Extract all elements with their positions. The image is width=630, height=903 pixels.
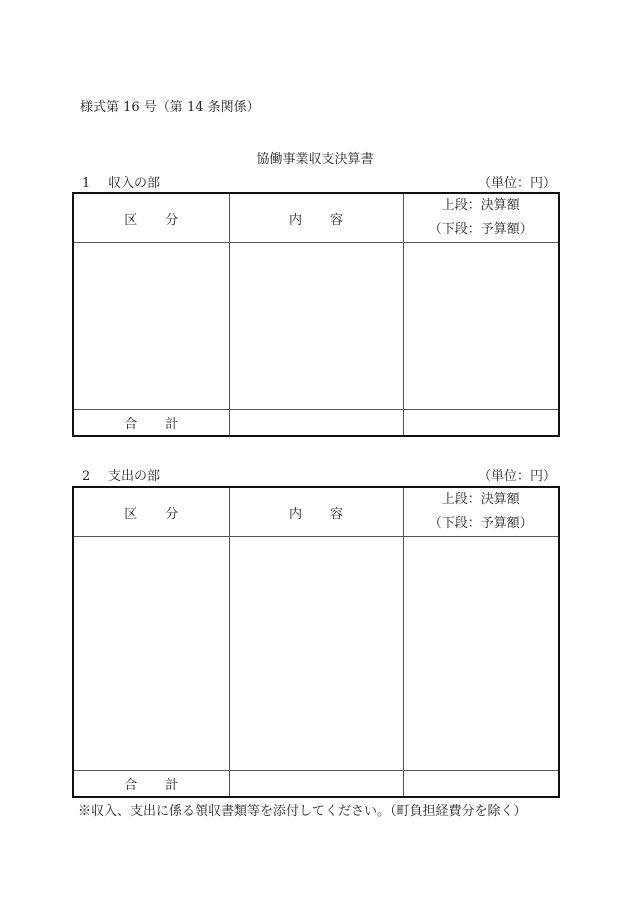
total-label: 合計 — [73, 771, 229, 797]
amount-cell[interactable] — [403, 537, 559, 771]
unit-label-expenditure: （単位：円） — [477, 469, 556, 484]
column-header-amount — [403, 487, 559, 537]
column-header-content: 内容 — [229, 487, 403, 537]
total-amount-cell[interactable] — [403, 771, 559, 797]
column-header-category: 区分 — [73, 193, 229, 243]
table-header-row — [73, 193, 559, 243]
total-label: 合計 — [73, 410, 229, 436]
section-number: 2 — [82, 469, 91, 484]
section-heading-income — [82, 172, 160, 191]
section-number: 1 — [82, 176, 91, 191]
total-content-cell[interactable] — [229, 410, 403, 436]
section-heading-expenditure — [82, 465, 160, 484]
total-row — [73, 410, 559, 436]
column-header-amount — [403, 193, 559, 243]
total-content-cell[interactable] — [229, 771, 403, 797]
document-title: 協働事業収支決算書 — [256, 152, 374, 167]
category-cell[interactable] — [73, 537, 229, 771]
category-cell[interactable] — [73, 243, 229, 410]
amount-header-lower: （下段：予算額） — [428, 516, 533, 532]
unit-label-income: （単位：円） — [477, 176, 556, 191]
section-title: 収入の部 — [108, 176, 161, 191]
total-row — [73, 771, 559, 797]
column-header-content: 内容 — [229, 193, 403, 243]
amount-header-upper: 上段：決算額 — [441, 198, 520, 214]
income-table — [72, 192, 560, 437]
amount-header-upper: 上段：決算額 — [441, 492, 520, 508]
content-cell[interactable] — [229, 243, 403, 410]
expenditure-table — [72, 486, 560, 798]
form-number: 様式第 16 号（第 14 条関係） — [80, 100, 260, 115]
column-header-category: 区分 — [73, 487, 229, 537]
table-header-row — [73, 487, 559, 537]
footnote: ※収入、支出に係る領収書類等を添付してください。（町負担経費分を除く） — [78, 804, 527, 819]
amount-header-lower: （下段：予算額） — [428, 222, 533, 238]
amount-cell[interactable] — [403, 243, 559, 410]
table-body-row — [73, 537, 559, 771]
content-cell[interactable] — [229, 537, 403, 771]
section-title: 支出の部 — [108, 469, 161, 484]
total-amount-cell[interactable] — [403, 410, 559, 436]
table-body-row — [73, 243, 559, 410]
